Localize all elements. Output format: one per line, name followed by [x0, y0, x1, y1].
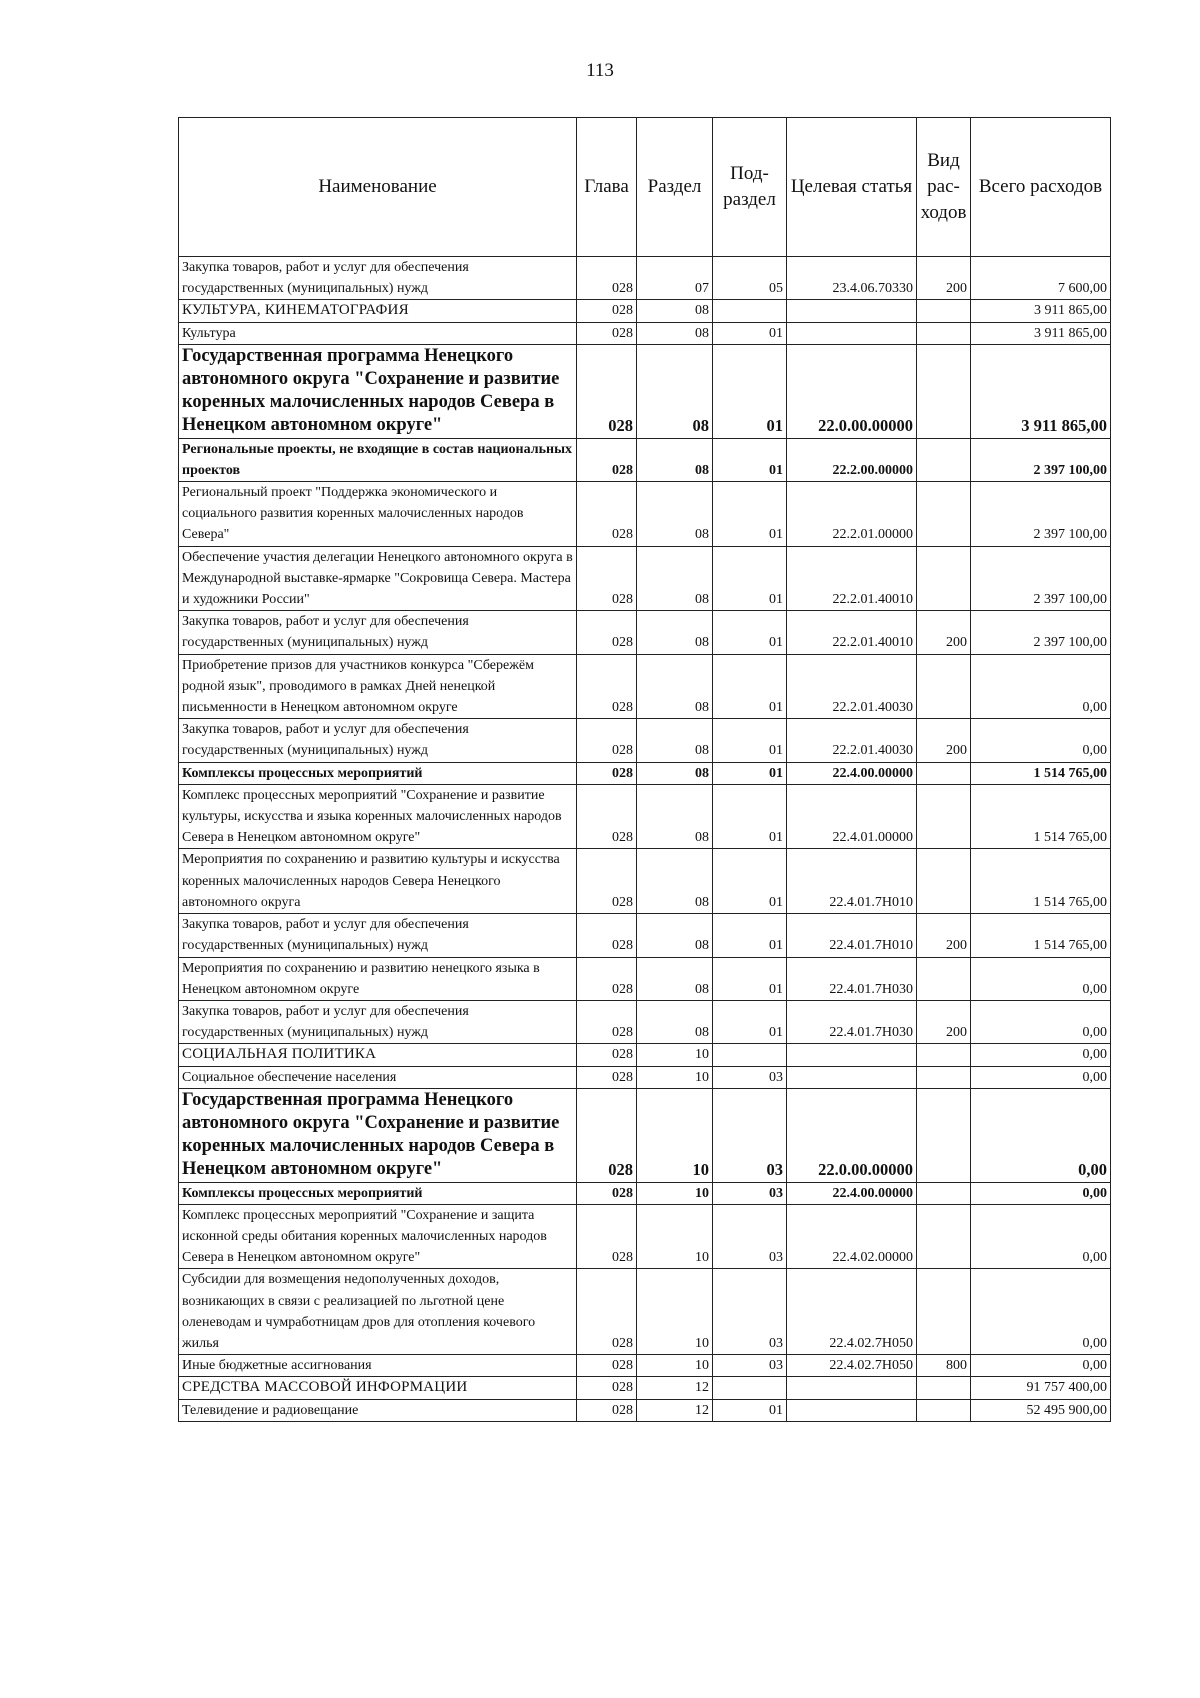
row-vid	[917, 1044, 971, 1066]
row-razdel: 08	[637, 546, 713, 611]
row-glava: 028	[577, 654, 637, 719]
row-vid: 200	[917, 914, 971, 957]
table-row	[179, 762, 1111, 784]
row-podrazdel: 03	[713, 1204, 787, 1269]
row-sum: 3 911 865,00	[971, 322, 1111, 344]
row-sum: 2 397 100,00	[971, 482, 1111, 547]
row-razdel: 12	[637, 1399, 713, 1421]
row-podrazdel: 01	[713, 1399, 787, 1421]
table-row	[179, 914, 1111, 957]
row-podrazdel: 01	[713, 322, 787, 344]
row-sum: 52 495 900,00	[971, 1399, 1111, 1421]
row-razdel: 08	[637, 438, 713, 481]
row-vid	[917, 482, 971, 547]
row-razdel: 08	[637, 719, 713, 762]
row-name: Телевидение и радиовещание	[179, 1399, 577, 1421]
row-glava: 028	[577, 344, 637, 438]
row-glava: 028	[577, 784, 637, 849]
row-vid	[917, 438, 971, 481]
row-tselevaya: 22.2.01.40010	[787, 611, 917, 654]
row-tselevaya: 22.2.01.00000	[787, 482, 917, 547]
row-sum: 0,00	[971, 1088, 1111, 1182]
row-vid	[917, 784, 971, 849]
table-row	[179, 1269, 1111, 1355]
table-row	[179, 546, 1111, 611]
row-name: Культура	[179, 322, 577, 344]
budget-table	[178, 117, 1111, 1422]
row-tselevaya	[787, 1044, 917, 1066]
table-row	[179, 1399, 1111, 1421]
row-sum: 0,00	[971, 1269, 1111, 1355]
row-vid	[917, 849, 971, 914]
row-podrazdel	[713, 1044, 787, 1066]
row-tselevaya: 22.2.01.40030	[787, 654, 917, 719]
row-glava: 028	[577, 322, 637, 344]
row-glava: 028	[577, 1088, 637, 1182]
row-razdel: 10	[637, 1066, 713, 1088]
table-row	[179, 719, 1111, 762]
row-tselevaya: 22.2.00.00000	[787, 438, 917, 481]
row-glava: 028	[577, 719, 637, 762]
row-tselevaya: 23.4.06.70330	[787, 257, 917, 300]
row-glava: 028	[577, 914, 637, 957]
row-name: Государственная программа Ненецкого автономного округа "Сохранение и развитие коренных малочисленных народов Севера в Ненецком автономном округе"	[179, 344, 577, 438]
row-sum: 0,00	[971, 1000, 1111, 1043]
header-vid: Вид рас-ходов	[917, 118, 971, 257]
row-sum: 0,00	[971, 1355, 1111, 1377]
row-podrazdel: 03	[713, 1355, 787, 1377]
row-vid: 200	[917, 719, 971, 762]
table-row	[179, 1000, 1111, 1043]
header-podrazdel: Под-раздел	[713, 118, 787, 257]
row-razdel: 10	[637, 1204, 713, 1269]
row-sum: 0,00	[971, 1044, 1111, 1066]
header-glava: Глава	[577, 118, 637, 257]
row-name: Комплекс процессных мероприятий "Сохранение и развитие культуры, искусства и языка коренных малочисленных народов Севера в Ненецком автономном округе"	[179, 784, 577, 849]
table-row	[179, 1355, 1111, 1377]
row-tselevaya: 22.0.00.00000	[787, 344, 917, 438]
row-glava: 028	[577, 1269, 637, 1355]
row-name: Закупка товаров, работ и услуг для обеспечения государственных (муниципальных) нужд	[179, 1000, 577, 1043]
row-vid	[917, 1088, 971, 1182]
row-tselevaya	[787, 1066, 917, 1088]
row-name: Региональные проекты, не входящие в состав национальных проектов	[179, 438, 577, 481]
row-podrazdel: 01	[713, 482, 787, 547]
row-podrazdel: 01	[713, 957, 787, 1000]
row-sum: 1 514 765,00	[971, 762, 1111, 784]
table-row	[179, 344, 1111, 438]
row-glava: 028	[577, 546, 637, 611]
row-sum: 91 757 400,00	[971, 1377, 1111, 1399]
row-podrazdel: 01	[713, 654, 787, 719]
row-tselevaya: 22.4.02.00000	[787, 1204, 917, 1269]
row-sum: 1 514 765,00	[971, 784, 1111, 849]
row-podrazdel: 01	[713, 1000, 787, 1043]
row-glava: 028	[577, 762, 637, 784]
row-razdel: 10	[637, 1269, 713, 1355]
row-podrazdel: 01	[713, 849, 787, 914]
row-podrazdel: 03	[713, 1088, 787, 1182]
table-row	[179, 784, 1111, 849]
row-vid	[917, 1182, 971, 1204]
table-row	[179, 482, 1111, 547]
table-row	[179, 1377, 1111, 1399]
row-podrazdel: 01	[713, 719, 787, 762]
row-vid	[917, 1377, 971, 1399]
row-name: Приобретение призов для участников конкурса "Сбережём родной язык", проводимого в рамках Дней ненецкой письменности в Ненецком автономном округе	[179, 654, 577, 719]
row-name: Государственная программа Ненецкого автономного округа "Сохранение и развитие коренных малочисленных народов Севера в Ненецком автономном округе"	[179, 1088, 577, 1182]
table-row	[179, 322, 1111, 344]
row-razdel: 08	[637, 322, 713, 344]
table-row	[179, 1044, 1111, 1066]
table-row	[179, 1182, 1111, 1204]
row-tselevaya: 22.4.02.7Н050	[787, 1355, 917, 1377]
row-vid	[917, 1204, 971, 1269]
row-vid	[917, 1269, 971, 1355]
row-razdel: 08	[637, 344, 713, 438]
row-name: Комплексы процессных мероприятий	[179, 762, 577, 784]
row-name: Иные бюджетные ассигнования	[179, 1355, 577, 1377]
row-tselevaya	[787, 300, 917, 322]
row-tselevaya	[787, 322, 917, 344]
row-glava: 028	[577, 300, 637, 322]
row-tselevaya: 22.4.01.7Н030	[787, 1000, 917, 1043]
row-razdel: 08	[637, 482, 713, 547]
row-tselevaya	[787, 1399, 917, 1421]
row-sum: 2 397 100,00	[971, 438, 1111, 481]
row-glava: 028	[577, 1355, 637, 1377]
row-razdel: 10	[637, 1088, 713, 1182]
row-glava: 028	[577, 1066, 637, 1088]
row-glava: 028	[577, 611, 637, 654]
row-sum: 7 600,00	[971, 257, 1111, 300]
row-name: Социальное обеспечение населения	[179, 1066, 577, 1088]
row-podrazdel: 03	[713, 1269, 787, 1355]
row-tselevaya: 22.4.01.7Н010	[787, 849, 917, 914]
row-podrazdel: 01	[713, 546, 787, 611]
row-sum: 3 911 865,00	[971, 300, 1111, 322]
header-vsego: Всего расходов	[971, 118, 1111, 257]
row-glava: 028	[577, 1399, 637, 1421]
row-tselevaya: 22.4.01.7Н010	[787, 914, 917, 957]
row-name: Закупка товаров, работ и услуг для обеспечения государственных (муниципальных) нужд	[179, 914, 577, 957]
row-glava: 028	[577, 957, 637, 1000]
row-glava: 028	[577, 438, 637, 481]
page-number: 113	[586, 60, 614, 81]
row-razdel: 10	[637, 1044, 713, 1066]
row-tselevaya: 22.2.01.40030	[787, 719, 917, 762]
row-razdel: 12	[637, 1377, 713, 1399]
table-row	[179, 438, 1111, 481]
table-row	[179, 957, 1111, 1000]
row-vid	[917, 1066, 971, 1088]
row-name: Мероприятия по сохранению и развитию ненецкого языка в Ненецком автономном округе	[179, 957, 577, 1000]
row-sum: 0,00	[971, 957, 1111, 1000]
row-podrazdel: 01	[713, 611, 787, 654]
row-vid: 200	[917, 1000, 971, 1043]
row-vid: 200	[917, 257, 971, 300]
table-row	[179, 611, 1111, 654]
row-name: Закупка товаров, работ и услуг для обеспечения государственных (муниципальных) нужд	[179, 611, 577, 654]
row-name: Обеспечение участия делегации Ненецкого автономного округа в Международной выставке-ярмарке "Сокровища Севера. Мастера и художники России"	[179, 546, 577, 611]
row-razdel: 08	[637, 1000, 713, 1043]
row-razdel: 07	[637, 257, 713, 300]
row-razdel: 08	[637, 654, 713, 719]
row-razdel: 08	[637, 300, 713, 322]
row-razdel: 08	[637, 914, 713, 957]
row-name: Комплексы процессных мероприятий	[179, 1182, 577, 1204]
row-vid	[917, 344, 971, 438]
table-row	[179, 1204, 1111, 1269]
row-tselevaya: 22.2.01.40010	[787, 546, 917, 611]
row-vid: 200	[917, 611, 971, 654]
row-podrazdel: 01	[713, 344, 787, 438]
row-glava: 028	[577, 1182, 637, 1204]
table-row	[179, 654, 1111, 719]
table-row	[179, 300, 1111, 322]
row-glava: 028	[577, 482, 637, 547]
row-vid	[917, 762, 971, 784]
row-tselevaya: 22.4.02.7Н050	[787, 1269, 917, 1355]
row-tselevaya: 22.4.01.7Н030	[787, 957, 917, 1000]
header-tselevaya: Целевая статья	[787, 118, 917, 257]
row-razdel: 10	[637, 1182, 713, 1204]
row-razdel: 08	[637, 849, 713, 914]
row-podrazdel: 01	[713, 914, 787, 957]
row-vid	[917, 654, 971, 719]
table-row	[179, 1088, 1111, 1182]
row-glava: 028	[577, 257, 637, 300]
row-razdel: 10	[637, 1355, 713, 1377]
row-sum: 0,00	[971, 1182, 1111, 1204]
row-tselevaya: 22.4.00.00000	[787, 1182, 917, 1204]
row-tselevaya	[787, 1377, 917, 1399]
row-sum: 0,00	[971, 654, 1111, 719]
row-name: СРЕДСТВА МАССОВОЙ ИНФОРМАЦИИ	[179, 1377, 577, 1399]
row-glava: 028	[577, 849, 637, 914]
row-sum: 0,00	[971, 1066, 1111, 1088]
table-row	[179, 257, 1111, 300]
row-tselevaya: 22.4.00.00000	[787, 762, 917, 784]
row-sum: 0,00	[971, 1204, 1111, 1269]
row-name: Комплекс процессных мероприятий "Сохранение и защита исконной среды обитания коренных малочисленных народов Севера в Ненецком автономном округе"	[179, 1204, 577, 1269]
row-name: Региональный проект "Поддержка экономического и социального развития коренных малочисленных народов Севера"	[179, 482, 577, 547]
row-glava: 028	[577, 1377, 637, 1399]
header-row	[179, 118, 1111, 257]
row-podrazdel	[713, 1377, 787, 1399]
row-razdel: 08	[637, 762, 713, 784]
table-row	[179, 849, 1111, 914]
row-podrazdel: 01	[713, 784, 787, 849]
row-podrazdel: 03	[713, 1182, 787, 1204]
row-razdel: 08	[637, 957, 713, 1000]
row-razdel: 08	[637, 611, 713, 654]
row-sum: 1 514 765,00	[971, 914, 1111, 957]
row-sum: 2 397 100,00	[971, 546, 1111, 611]
row-vid: 800	[917, 1355, 971, 1377]
row-vid	[917, 546, 971, 611]
row-sum: 1 514 765,00	[971, 849, 1111, 914]
row-glava: 028	[577, 1204, 637, 1269]
row-sum: 0,00	[971, 719, 1111, 762]
row-podrazdel: 05	[713, 257, 787, 300]
row-name: Закупка товаров, работ и услуг для обеспечения государственных (муниципальных) нужд	[179, 719, 577, 762]
row-podrazdel	[713, 300, 787, 322]
row-name: Субсидии для возмещения недополученных доходов, возникающих в связи с реализацией по льготной цене оленеводам и чумработницам дров для отопления кочевого жилья	[179, 1269, 577, 1355]
row-name: СОЦИАЛЬНАЯ ПОЛИТИКА	[179, 1044, 577, 1066]
row-vid	[917, 300, 971, 322]
row-vid	[917, 957, 971, 1000]
row-sum: 2 397 100,00	[971, 611, 1111, 654]
row-name: Мероприятия по сохранению и развитию культуры и искусства коренных малочисленных народов Севера Ненецкого автономного округа	[179, 849, 577, 914]
row-podrazdel: 01	[713, 438, 787, 481]
row-name: Закупка товаров, работ и услуг для обеспечения государственных (муниципальных) нужд	[179, 257, 577, 300]
row-tselevaya: 22.4.01.00000	[787, 784, 917, 849]
table-row	[179, 1066, 1111, 1088]
row-vid	[917, 322, 971, 344]
header-razdel: Раздел	[637, 118, 713, 257]
header-name: Наименование	[179, 118, 577, 257]
row-vid	[917, 1399, 971, 1421]
row-sum: 3 911 865,00	[971, 344, 1111, 438]
row-podrazdel: 01	[713, 762, 787, 784]
row-razdel: 08	[637, 784, 713, 849]
row-podrazdel: 03	[713, 1066, 787, 1088]
row-tselevaya: 22.0.00.00000	[787, 1088, 917, 1182]
row-name: КУЛЬТУРА, КИНЕМАТОГРАФИЯ	[179, 300, 577, 322]
row-glava: 028	[577, 1044, 637, 1066]
row-glava: 028	[577, 1000, 637, 1043]
